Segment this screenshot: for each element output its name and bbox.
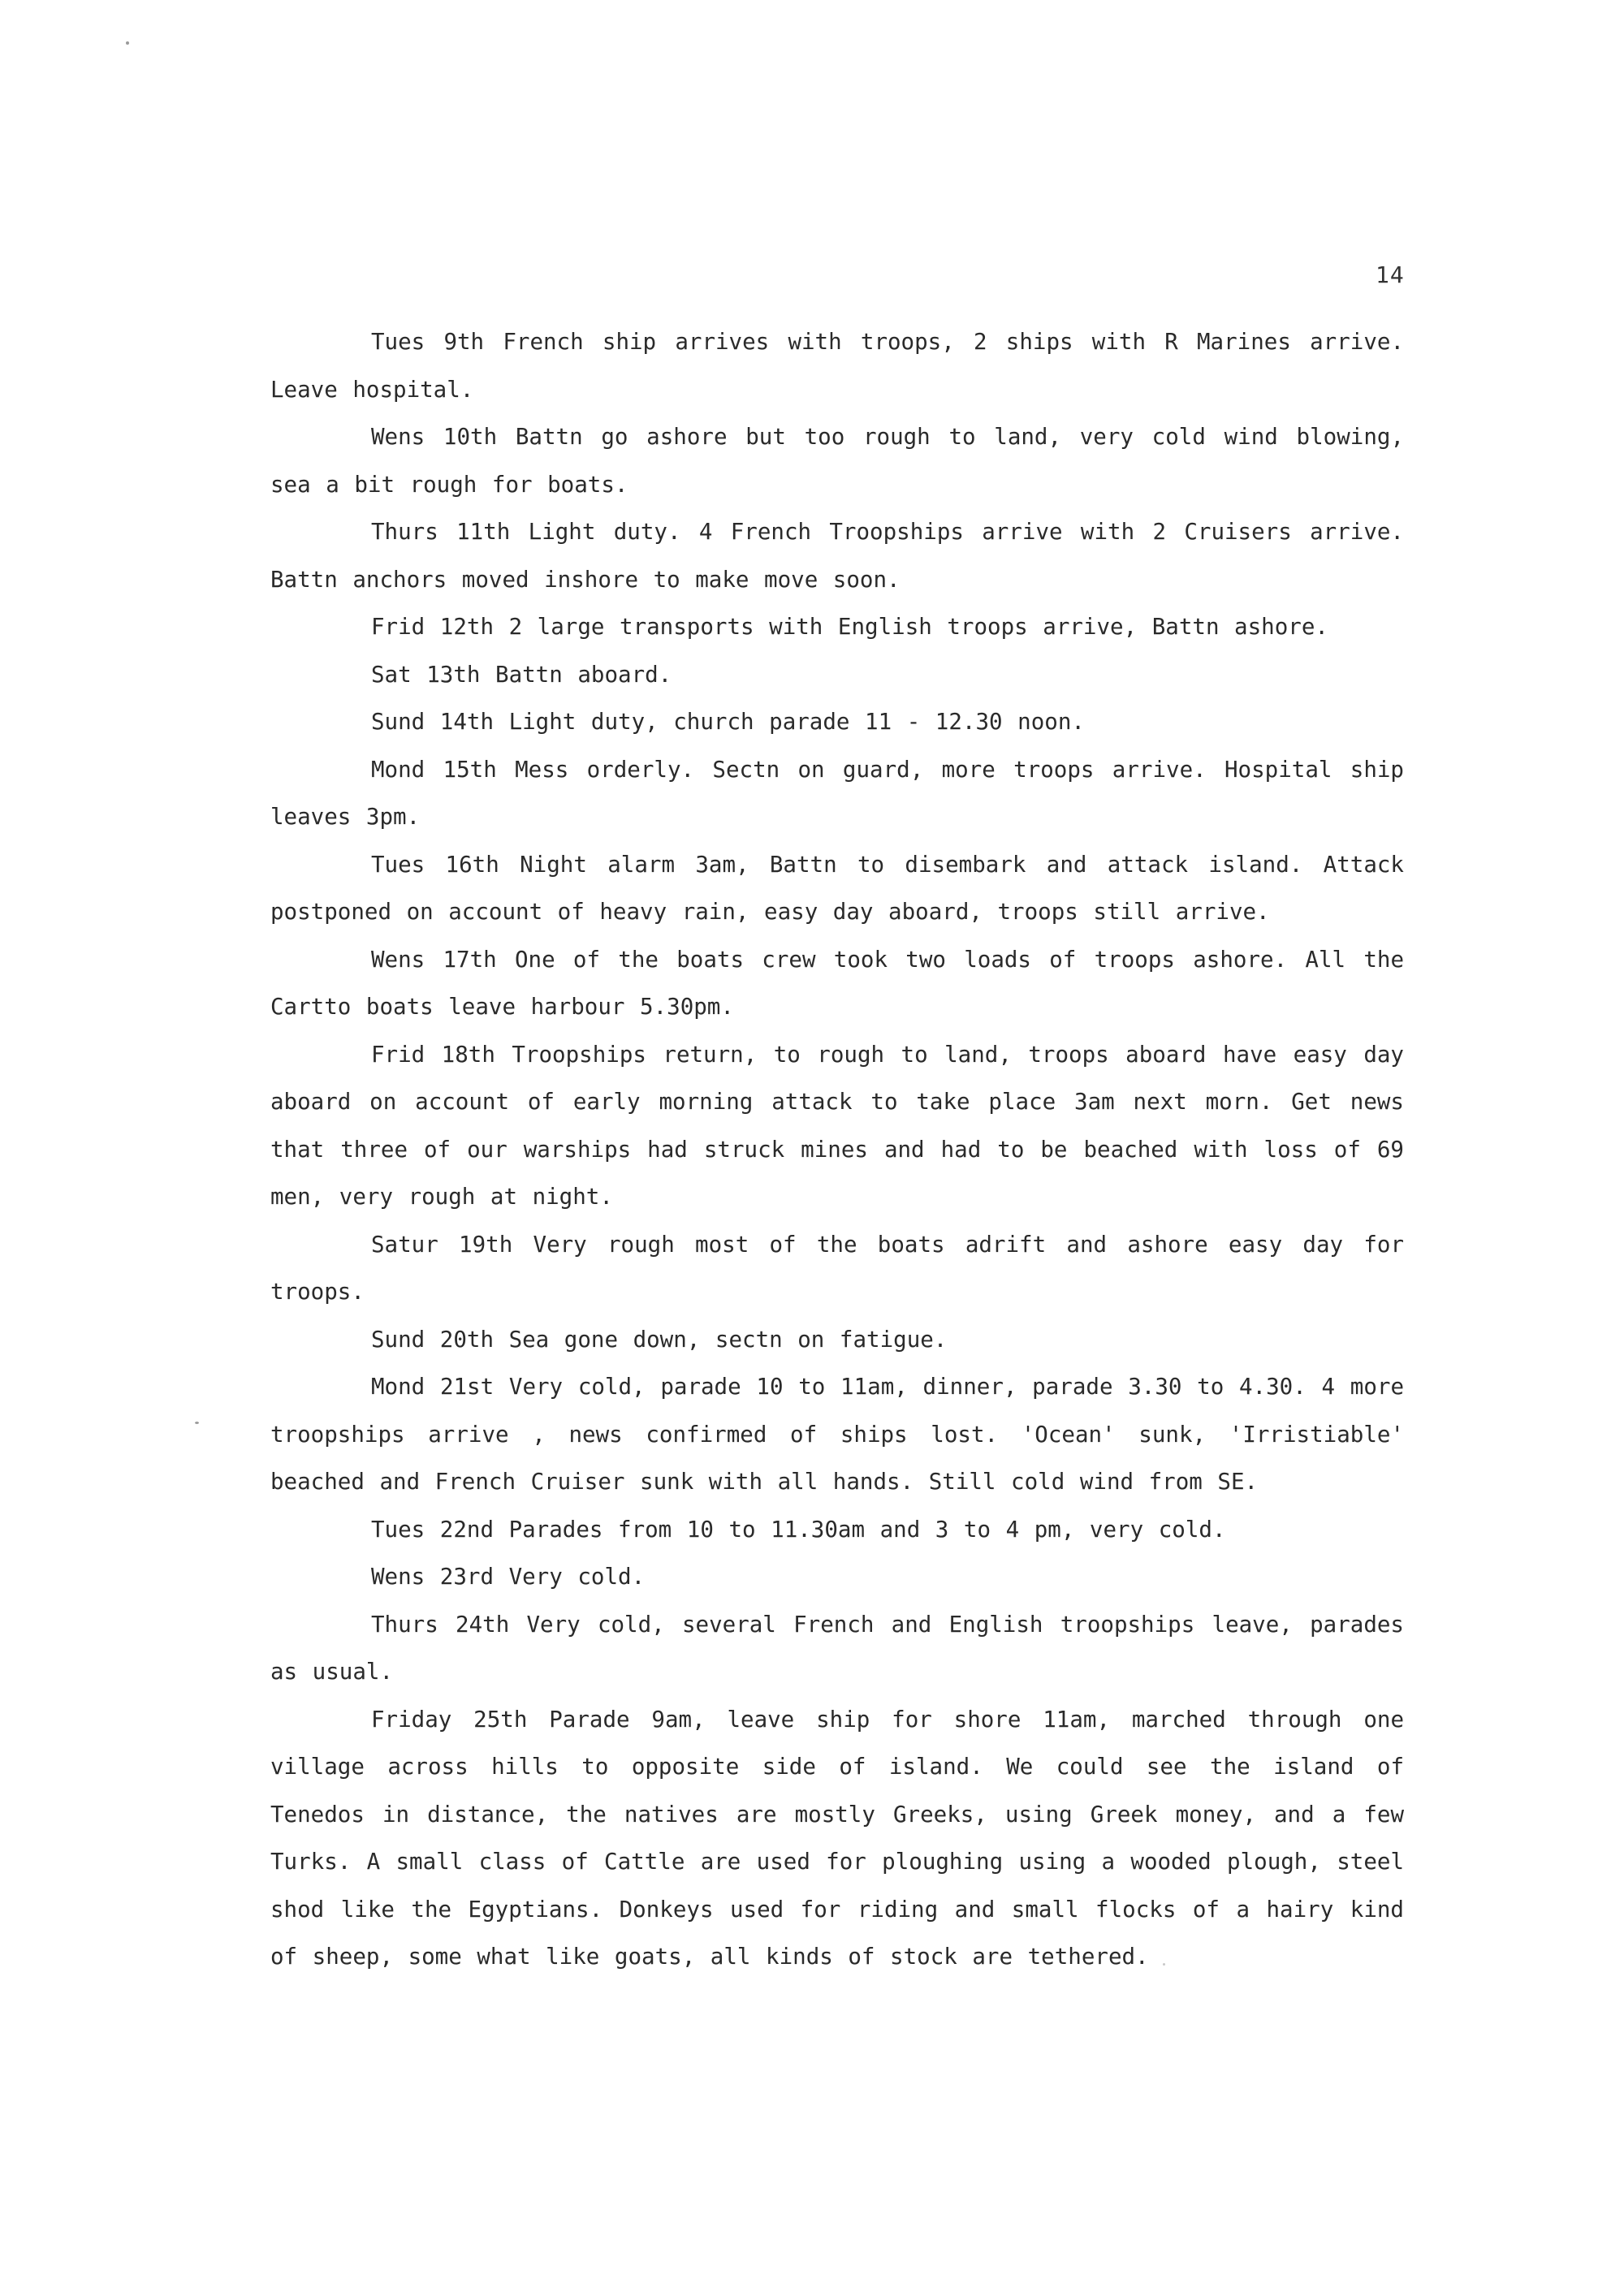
- diary-entry-tues-9th: Tues 9th French ship arrives with troops, 2 ships with R Marines arrive. Leave hospital.: [270, 329, 1404, 403]
- diary-entry-frid-18th: Frid 18th Troopships return, to rough to land, troops aboard have easy day aboard on account of early morning attack to take place 3am next morn. Get news that three of our warships had struck mines and had to be beached with loss of 69 men, very rough at night.: [270, 1041, 1404, 1210]
- diary-entry-mond-15th: Mond 15th Mess orderly. Sectn on guard, more troops arrive. Hospital ship leaves 3pm.: [270, 756, 1404, 830]
- diary-entry-wens-10th: Wens 10th Battn go ashore but too rough to land, very cold wind blowing, sea a bit rough for boats.: [270, 424, 1404, 498]
- diary-entry-sat-13th: Sat 13th Battn aboard.: [371, 661, 672, 688]
- diary-entry-tues-16th: Tues 16th Night alarm 3am, Battn to disembark and attack island. Attack postponed on account of heavy rain, easy day aboard, troops still arrive.: [270, 851, 1404, 925]
- paper-speck: [195, 1422, 199, 1424]
- paper-speck: [126, 41, 129, 45]
- diary-entry-mond-21st: Mond 21st Very cold, parade 10 to 11am, dinner, parade 3.30 to 4.30. 4 more troopships arrive , news confirmed of ships lost. 'Ocean' sunk, 'Irristiable' beached and French Cruiser sunk with all hands. Still cold wind from SE.: [270, 1374, 1404, 1495]
- diary-entry-satur-19th: Satur 19th Very rough most of the boats adrift and ashore easy day for troops.: [270, 1231, 1404, 1305]
- diary-entry-frid-12th: Frid 12th 2 large transports with English troops arrive, Battn ashore.: [371, 614, 1328, 640]
- diary-entry-thurs-24th: Thurs 24th Very cold, several French and English troopships leave, parades as usual.: [270, 1611, 1404, 1685]
- page-number: 14: [1376, 261, 1405, 288]
- diary-entry-wens-23rd: Wens 23rd Very cold.: [371, 1564, 646, 1590]
- diary-entry-tues-22nd: Tues 22nd Parades from 10 to 11.30am and 3 to 4 pm, very cold.: [371, 1516, 1226, 1543]
- diary-entry-wens-17th: Wens 17th One of the boats crew took two loads of troops ashore. All the Cartto boats leave harbour 5.30pm.: [270, 946, 1404, 1020]
- diary-text: [270, 318, 1404, 1981]
- diary-entry-friday-25th: Friday 25th Parade 9am, leave ship for shore 11am, marched through one village across hills to opposite side of island. We could see the island of Tenedos in distance, the natives are mostly Greeks, using Greek money, and a few Turks. A small class of Cattle are used for ploughing using a wooded plough, steel shod like the Egyptians. Donkeys used for riding and small flocks of a hairy kind of sheep, some what like goats, all kinds of stock are tethered.: [270, 1706, 1404, 1970]
- diary-entry-sund-20th: Sund 20th Sea gone down, sectn on fatigue.: [371, 1326, 948, 1353]
- diary-entry-sund-14th: Sund 14th Light duty, church parade 11 - 12.30 noon.: [371, 709, 1085, 735]
- diary-entry-thurs-11th: Thurs 11th Light duty. 4 French Troopships arrive with 2 Cruisers arrive. Battn anchors moved inshore to make move soon.: [270, 519, 1404, 593]
